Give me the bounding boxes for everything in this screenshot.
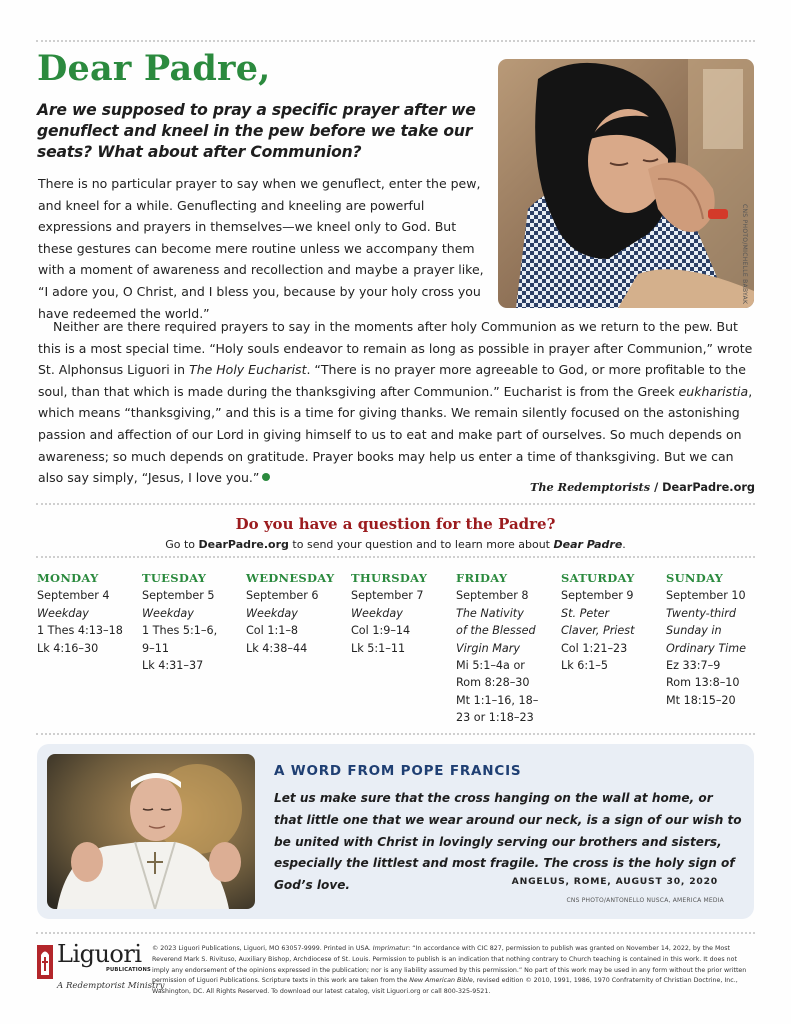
divider xyxy=(36,932,755,934)
photo-credit: CNS PHOTO/MICHELLE BABYAK xyxy=(741,204,748,305)
day-feast: Weekday xyxy=(142,606,194,620)
book-title: The Holy Eucharist xyxy=(189,362,307,378)
legal-text-part: © 2023 Liguori Publications, Liguori, MO 63057-9999. Printed in USA. xyxy=(152,945,373,952)
dearpadre-link[interactable]: DearPadre.org xyxy=(198,538,289,551)
pope-francis-box xyxy=(37,744,754,919)
day-feast: The Nativity of the Blessed Virgin Mary xyxy=(456,606,536,655)
day-reading: Col 1:21–23 xyxy=(561,641,628,655)
question-box-heading: Do you have a question for the Padre? xyxy=(235,515,556,533)
redemptorist-emblem-icon xyxy=(37,945,53,979)
day-reading: Rom 13:8–10 xyxy=(666,676,740,690)
answer-paragraph-1: There is no particular prayer to say when we genuflect, enter the pew, and kneel for a while. Genuflecting and kneeling are powerful expressions and prayers in themselves—we kneel only to God. But these gestures can become mere routine unless we accompany them with a moment of awareness and recollection and maybe a prayer like, “I adore you, O Christ, and I bless you, because by your holy cross you have redeemed the world.” xyxy=(38,176,484,321)
francis-photo-credit: CNS PHOTO/ANTONELLO NUSCA, AMERICA MEDIA xyxy=(566,897,724,904)
day-date: September 6 xyxy=(246,589,319,603)
day-feast: Weekday xyxy=(37,606,89,620)
day-date: September 7 xyxy=(351,589,424,603)
day-date: September 4 xyxy=(37,589,110,603)
day-reading: Lk 4:38–44 xyxy=(246,641,308,655)
calendar-day-friday xyxy=(456,570,546,727)
day-date: September 10 xyxy=(666,589,746,603)
calendar-day-sunday xyxy=(666,570,758,709)
day-reading: 1 Thes 5:1–6, 9–11 xyxy=(142,624,218,655)
day-feast: Weekday xyxy=(351,606,403,620)
day-date: September 5 xyxy=(142,589,215,603)
top-rule xyxy=(36,40,755,42)
day-reading: Lk 4:16–30 xyxy=(37,641,99,655)
day-reading: Lk 4:31–37 xyxy=(142,659,204,673)
day-name: THURSDAY xyxy=(351,571,428,585)
francis-heading: A WORD FROM POPE FRANCIS xyxy=(274,763,522,779)
legal-text xyxy=(152,944,754,998)
day-reading: Lk 5:1–11 xyxy=(351,641,406,655)
day-date: September 8 xyxy=(456,589,529,603)
logo-wordmark: Liguori xyxy=(57,940,142,968)
day-feast: Weekday xyxy=(246,606,298,620)
imprimatur-label: Imprimatur xyxy=(372,945,409,952)
calendar-day-saturday xyxy=(561,570,661,674)
liguori-logo xyxy=(37,940,165,993)
day-name: SUNDAY xyxy=(666,571,724,585)
day-date: September 9 xyxy=(561,589,634,603)
logo-publications: PUBLICATIONS xyxy=(106,967,151,973)
sub-text: Go to xyxy=(165,538,199,551)
day-name: TUESDAY xyxy=(142,571,207,585)
day-reading: Mi 5:1–4a or Rom 8:28–30 xyxy=(456,659,530,690)
signature-org: The Redemptorists xyxy=(529,480,651,494)
francis-source: ANGELUS, ROME, AUGUST 30, 2020 xyxy=(511,876,718,887)
signature xyxy=(530,480,755,494)
question-box-subtext xyxy=(0,538,791,551)
divider xyxy=(36,733,755,735)
day-feast: Twenty-third Sunday in Ordinary Time xyxy=(666,606,747,655)
answer-text: Neither are there required prayers to say in the moments after holy Communion as we return to the pew. But this is a most special time. “Holy souls endeavor to remain as long as possible in prayer after Communion,” wrote St. Alphonsus Liguori in xyxy=(38,319,753,378)
bible-title: New American Bible xyxy=(409,977,473,985)
answer-text: , which means “thanksgiving,” and this is a time for giving thanks. We remain silently focused on the astonishing passion and affection of our Lord in giving himself to us to eat and make part of ourselves. So much depends on awareness; so much depends on gratitude. Prayer books may help us enter a time of thanksgiving. But we can also say simply, “Jesus, I love you.” xyxy=(38,383,753,486)
pope-francis-illustration xyxy=(47,754,255,909)
day-name: MONDAY xyxy=(37,571,99,585)
logo-tagline: A Redemptorist Ministry xyxy=(57,981,165,991)
day-reading: Col 1:1–8 xyxy=(246,624,299,638)
calendar-day-thursday xyxy=(351,570,455,657)
day-name: FRIDAY xyxy=(456,571,508,585)
calendar-day-monday xyxy=(37,570,141,657)
divider xyxy=(36,556,755,558)
reader-question: Are we supposed to pray a specific prayer after we genuflect and kneel in the pew before we take our seats? What about after Communion? xyxy=(37,101,476,161)
legal-text-part: , revised edition © 2010, 1991, 1986, 1970 Confraternity of Christian Doctrine, Inc., Washington, DC. All Rights Reserved. To download our latest catalog, visit Liguori.org or call 800-325-9521. xyxy=(152,977,738,996)
pope-francis-photo xyxy=(47,754,255,909)
day-reading: Col 1:9–14 xyxy=(351,624,411,638)
end-mark-icon xyxy=(262,473,270,481)
signature-site: / DearPadre.org xyxy=(650,481,755,494)
day-reading: Mt 18:15–20 xyxy=(666,693,736,707)
day-reading: Lk 6:1–5 xyxy=(561,659,608,673)
day-name: WEDNESDAY xyxy=(246,571,335,585)
divider xyxy=(36,503,755,505)
calendar-day-tuesday xyxy=(142,570,242,674)
answer-paragraph-2 xyxy=(38,316,756,489)
sub-text: . xyxy=(622,538,626,551)
francis-quote: Let us make sure that the cross hanging on the wall at home, or that little one that we wear around our neck, is a sign of our wish to be united with Christ in lovingly serving our brothers and sisters, especially the littlest and most fragile. The cross is the holy sign of God’s love. xyxy=(274,791,742,893)
calendar-day-wednesday xyxy=(246,570,350,657)
answer-text: . “There is no prayer more agreeable to God, or more profitable to the soul, than that which is made during the thanksgiving after Communion.” Eucharist is from the Greek xyxy=(38,362,746,399)
praying-woman-illustration xyxy=(498,59,754,308)
praying-woman-photo xyxy=(498,59,754,308)
dear-padre-name: Dear Padre xyxy=(553,538,623,551)
legal-text-part: : “In accordance with CIC 827, permission to publish was granted on November 14, 2022, by the Most Reverend Mark S. Rivituso, Auxiliary Bishop, Archdiocese of St. Louis. Permission to publish is an indication that nothing contrary to Church teaching is contained in this work. It does not imply any endorsement of the opinions expressed in the publication; nor is any liability assumed by this permission.” No part of this work may be used in any form without the prior written permission of Liguori Publications. Scripture texts in this work are taken from the xyxy=(152,945,747,985)
day-name: SATURDAY xyxy=(561,571,635,585)
day-reading: 1 Thes 4:13–18 xyxy=(37,624,123,638)
sub-text: to send your question and to learn more about xyxy=(288,538,554,551)
day-reading: Ez 33:7–9 xyxy=(666,659,721,673)
day-feast: St. Peter Claver, Priest xyxy=(561,606,635,638)
page-title: Dear Padre, xyxy=(37,48,271,89)
day-reading: Mt 1:1–16, 18–23 or 1:18–23 xyxy=(456,693,539,725)
greek-term: eukharistia xyxy=(678,383,749,399)
